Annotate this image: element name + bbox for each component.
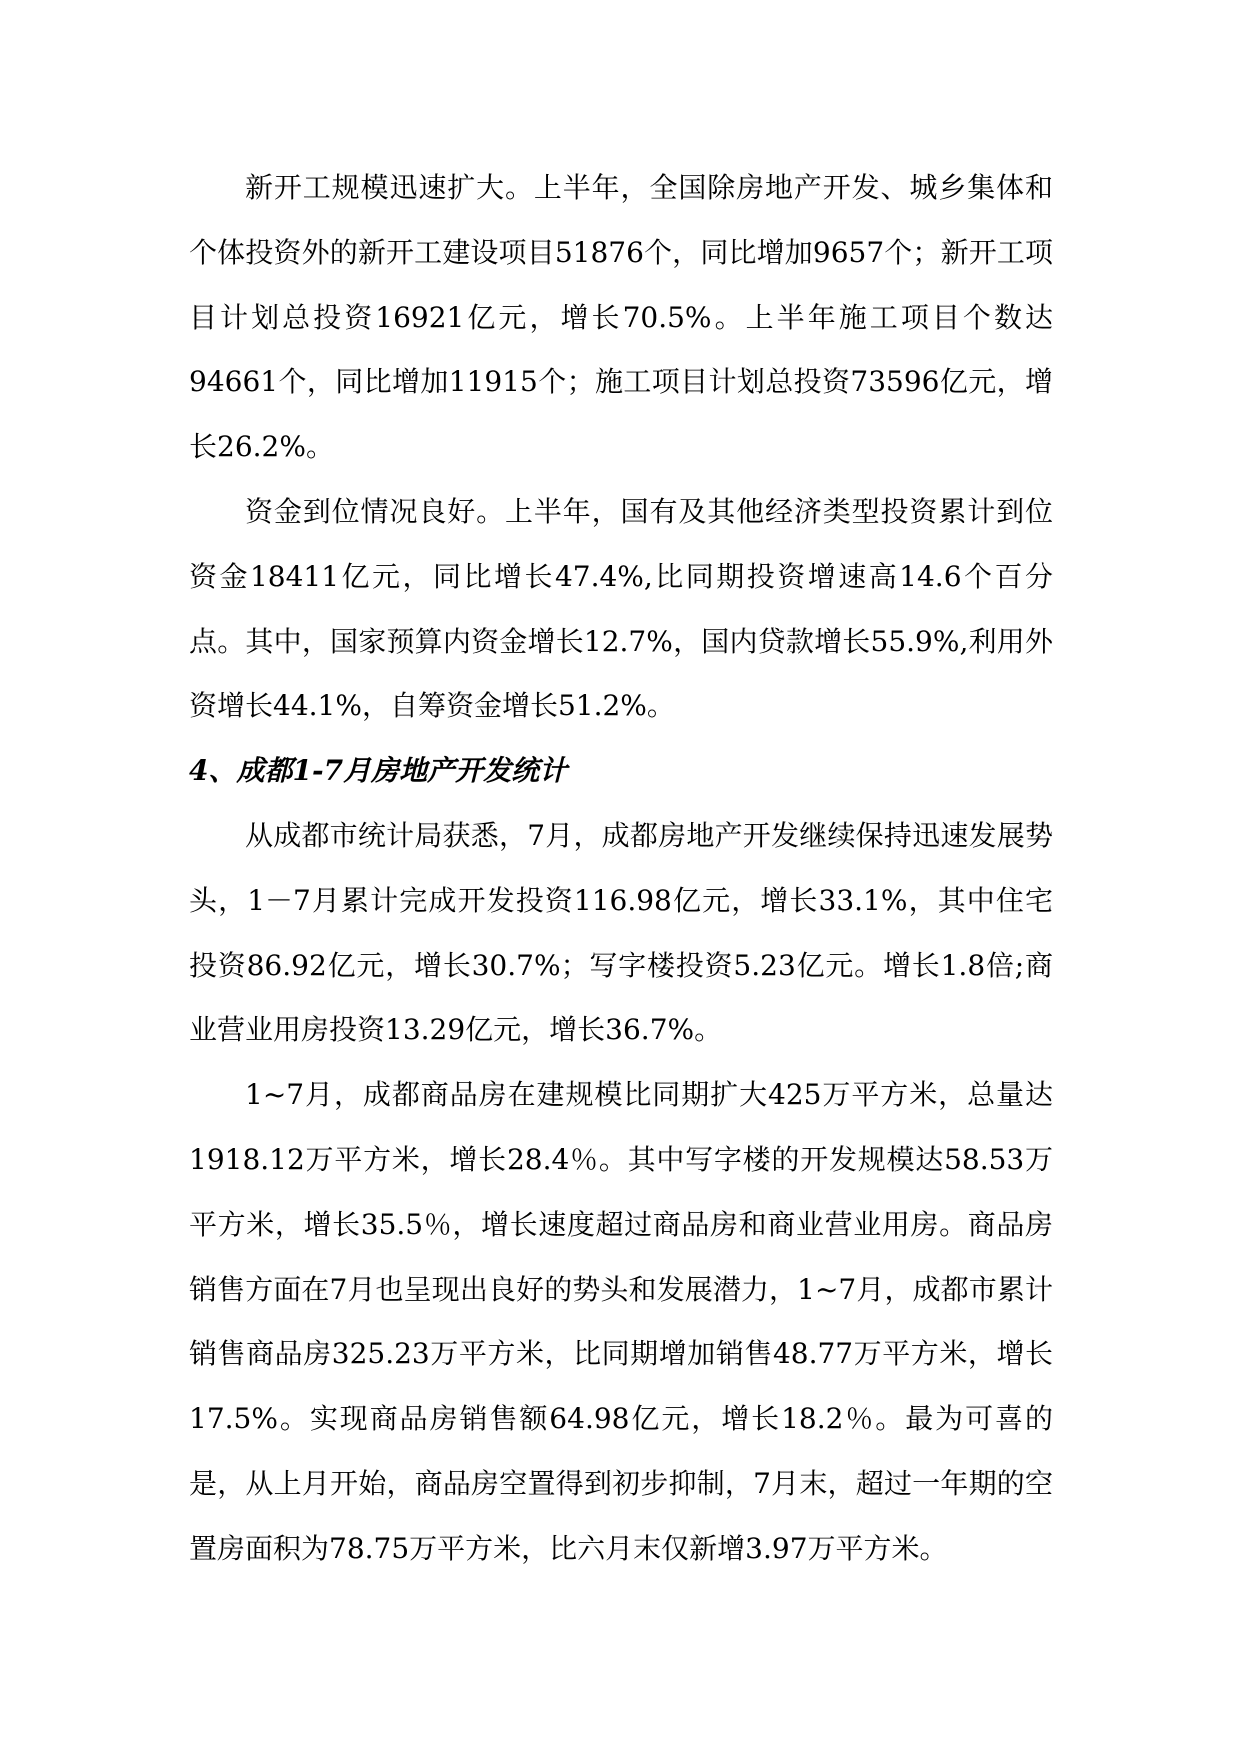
- section-heading: 4、成都1-7月房地产开发统计: [189, 754, 568, 788]
- paragraph-chengdu-scale-sales: 1~7月，成都商品房在建规模比同期扩大425万平方米，总量达1918.12万平方米，增长28.4％。其中写字楼的开发规模达58.53万平方米，增长35.5％，增长速度超过商品房和商业营业用房。商品房销售方面在7月也呈现出良好的势头和发展潜力，1~7月，成都市累计销售商品房325.23万平方米，比同期增加销售48.77万平方米，增长17.5%。实现商品房销售额64.98亿元，增长18.2％。最为可喜的是，从上月开始，商品房空置得到初步抑制，7月末，超过一年期的空置房面积为78.75万平方米，比六月末仅新增3.97万平方米。: [189, 1078, 1053, 1565]
- paragraph-new-construction: 新开工规模迅速扩大。上半年，全国除房地产开发、城乡集体和个体投资外的新开工建设项目51876个，同比增加9657个；新开工项目计划总投资16921亿元，增长70.5%。上半年施工项目个数达94661个，同比增加11915个；施工项目计划总投资73596亿元，增长26.2%。: [189, 171, 1053, 464]
- document-body: [189, 156, 1053, 1582]
- paragraph-funding: 资金到位情况良好。上半年，国有及其他经济类型投资累计到位资金18411亿元，同比增长47.4%,比同期投资增速高14.6个百分点。其中，国家预算内资金增长12.7%，国内贷款增长55.9%,利用外资增长44.1%，自筹资金增长51.2%。: [189, 494, 1053, 723]
- paragraph-chengdu-investment: 从成都市统计局获悉，7月，成都房地产开发继续保持迅速发展势头，1－7月累计完成开发投资116.98亿元，增长33.1%，其中住宅投资86.92亿元，增长30.7%；写字楼投资5.23亿元。增长1.8倍;商业营业用房投资13.29亿元，增长36.7%。: [189, 818, 1053, 1047]
